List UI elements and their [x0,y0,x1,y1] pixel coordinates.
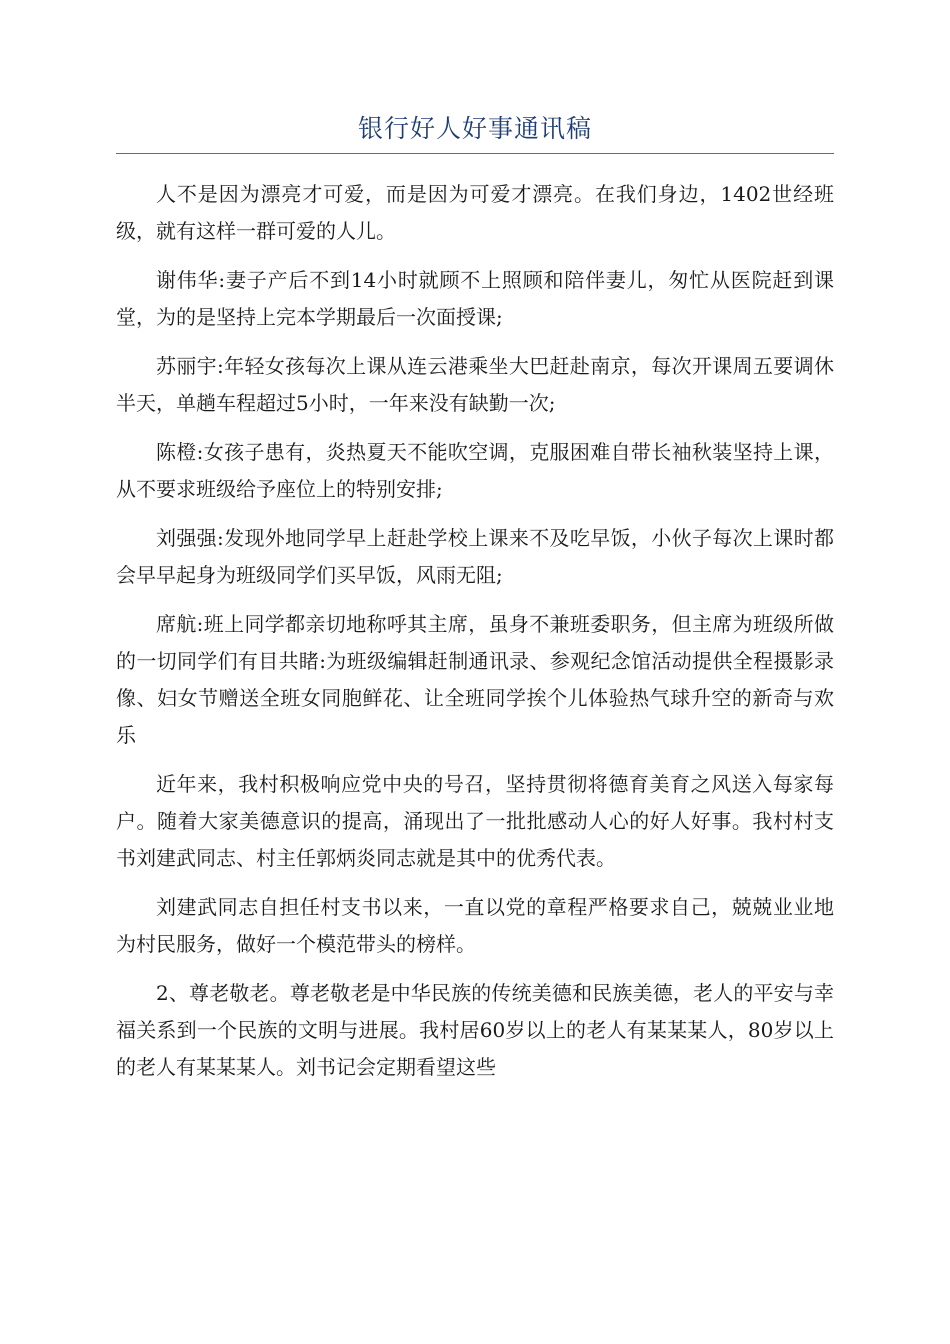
document-body [116,176,834,1098]
paragraph-xi-hang: 席航:班上同学都亲切地称呼其主席，虽身不兼班委职务，但主席为班级所做的一切同学们有目共睹:为班级编辑赶制通讯录、参观纪念馆活动提供全程摄影录像、妇女节赠送全班女同胞鲜花、让全班同学挨个儿体验热气球升空的新奇与欢乐 [116,612,834,747]
document-title: 银行好人好事通讯稿 [357,114,592,143]
paragraph-liu-qiangqiang: 刘强强:发现外地同学早上赶赴学校上课来不及吃早饭，小伙子每次上课时都会早早起身为班级同学们买早饭，风雨无阻; [116,526,834,587]
title-container [116,112,834,146]
paragraph-su-liyu: 苏丽宇:年轻女孩每次上课从连云港乘坐大巴赶赴南京，每次开课周五要调休半天，单趟车程超过5小时，一年来没有缺勤一次; [116,354,834,415]
paragraph-chen-cheng: 陈橙:女孩子患有，炎热夏天不能吹空调，克服困难自带长袖秋装坚持上课，从不要求班级给予座位上的特别安排; [116,440,834,501]
paragraph-liu-jianwu: 刘建武同志自担任村支书以来，一直以党的章程严格要求自己，兢兢业业地为村民服务，做好一个模范带头的榜样。 [116,895,834,956]
title-underline [116,153,834,154]
paragraph-village-intro: 近年来，我村积极响应党中央的号召，坚持贯彻将德育美育之风送入每家每户。随着大家美德意识的提高，涌现出了一批批感动人心的好人好事。我村村支书刘建武同志、村主任郭炳炎同志就是其中的优秀代表。 [116,772,834,870]
paragraph-intro: 人不是因为漂亮才可爱，而是因为可爱才漂亮。在我们身边，1402世经班级，就有这样一群可爱的人儿。 [116,182,834,243]
paragraph-xie-weihua: 谢伟华:妻子产后不到14小时就顾不上照顾和陪伴妻儿，匆忙从医院赶到课堂，为的是坚持上完本学期最后一次面授课; [116,268,834,329]
paragraph-respect-elders: 2、尊老敬老。尊老敬老是中华民族的传统美德和民族美德，老人的平安与幸福关系到一个民族的文明与进展。我村居60岁以上的老人有某某某人，80岁以上的老人有某某某人。刘书记会定期看望这些 [116,981,834,1079]
